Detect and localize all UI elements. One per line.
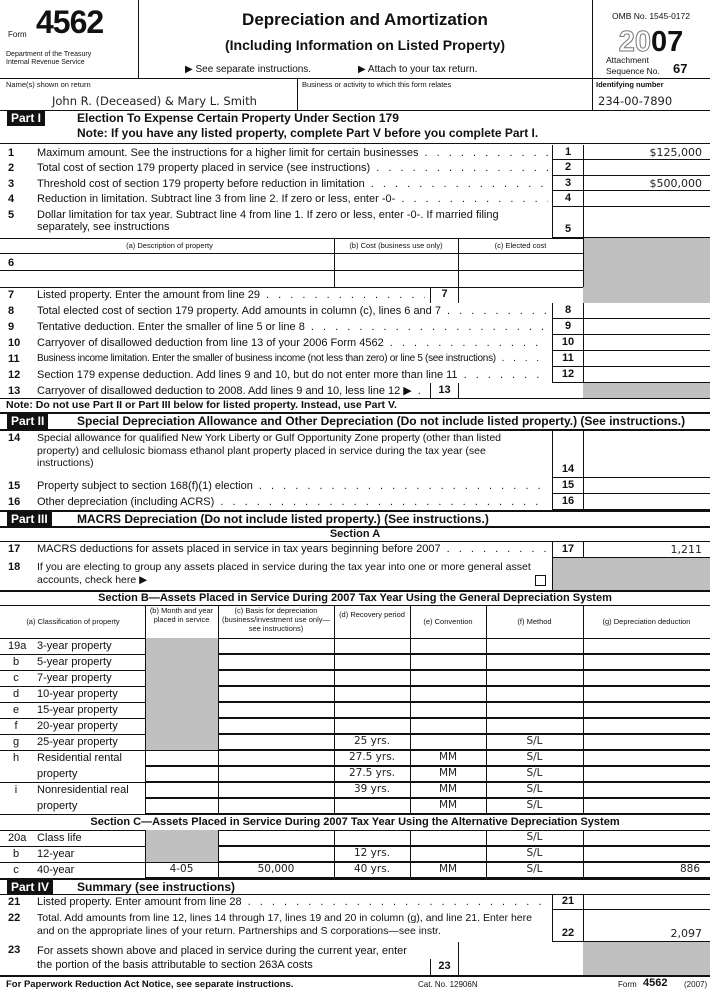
id-label: Identifying number [596,80,664,89]
omb-number: OMB No. 1545-0172 [612,11,690,21]
attach-note: ▶ Attach to your tax return. [358,64,478,75]
line-5-amount-field[interactable] [583,207,710,238]
section-b-method-field[interactable] [486,702,583,718]
shaded-area [583,942,710,975]
section-b-basis-field[interactable] [218,670,334,686]
section-c-basis-field[interactable]: 50,000 [218,862,334,878]
section-b-row-label: 5-year property [37,656,112,668]
section-c-row-label: 12-year [37,848,75,860]
line-8-amount-field[interactable] [583,303,710,319]
line-7-number: 7 [8,289,15,301]
section-b-row-label: 25-year property [37,736,118,748]
line-13-amount-field[interactable] [458,383,583,398]
section-b-row-number: h [12,752,20,764]
section-c-convention-field[interactable] [410,846,486,862]
section-c-row-number: c [13,864,19,876]
section-b-method-field[interactable]: S/L [486,798,583,814]
line-5-box-label: 5 [552,222,583,238]
line-4-box-label: 4 [552,191,583,207]
line-6-number: 6 [8,257,15,269]
line-17-text: MACRS deductions for assets placed in service in tax years beginning before 2007 . . . [37,543,548,555]
section-b-deduction-field[interactable] [583,750,710,766]
line-6-col-a-header: (a) Description of property [126,241,213,250]
line-22-text: Total. Add amounts from line 12, lines 14 through 17, lines 19 and 20 in column (g), and line 21. Enter here and on the appropriate lines of your return. Partnerships and S corporations—see instr. [37,912,532,937]
section-c-basis-field[interactable] [218,830,334,846]
shaded-area [146,718,218,734]
line-3-box-label: 3 [552,176,583,191]
line-14-amount-field[interactable] [583,430,710,478]
form-subtitle: (Including Information on Listed Property) [225,37,505,53]
section-c-basis-field[interactable] [218,846,334,862]
divider [0,143,710,144]
line-22-number: 22 [8,912,21,924]
line-14-box-label: 14 [552,462,583,478]
shaded-area [146,734,218,750]
paperwork-notice: For Paperwork Reduction Act Notice, see separate instructions. [6,979,294,990]
line-3-number: 3 [8,178,15,190]
line-13-number: 13 [8,385,21,397]
section-b-convention-field[interactable] [410,638,486,654]
line-23-box-label: 23 [430,959,458,975]
shaded-area [146,702,218,718]
line-1-number: 1 [8,147,15,159]
line-2-text: Total cost of section 179 property placed in service (see instructions) . . . [37,162,548,174]
line-15-number: 15 [8,480,21,492]
dept-treasury: Department of the Treasury [6,51,92,58]
line-23-amount-field[interactable] [458,959,583,975]
year-bold: 07 [651,26,684,58]
section-b-basis-field[interactable] [218,638,334,654]
section-c-recovery-period-field[interactable]: 40 yrs. [334,862,410,878]
line-9-box-label: 9 [552,319,583,335]
section-b-deduction-field[interactable] [583,670,710,686]
section-b-method-field[interactable]: S/L [486,750,583,766]
section-c-title: Section C—Assets Placed in Service During 2007 Tax Year Using the Alternative Depreciation System [90,816,620,828]
line-3-amount-field[interactable]: $500,000 [583,176,710,191]
section-b-deduction-field[interactable] [583,654,710,670]
section-b-row-number: e [12,704,20,716]
divider [0,78,710,79]
line-1-box-label: 1 [552,145,583,160]
shaded-area [146,830,218,846]
line-11-text: Business income limitation. Enter the smaller of business income (not less than zero) or line 5 (see instructions) . . . [37,353,548,365]
section-b-method-field[interactable] [486,654,583,670]
sequence-label: Sequence No. [606,66,660,76]
business-label: Business or activity to which this form relates [302,80,452,89]
section-b-convention-field[interactable]: MM [410,766,486,782]
section-b-month-year-field[interactable] [145,798,218,814]
line-6-cost-field[interactable] [336,271,456,286]
section-b-basis-field[interactable] [218,702,334,718]
section-b-row-label: 3-year property [37,640,112,652]
line-16-box-label: 16 [552,494,583,510]
section-b-convention-field[interactable] [410,686,486,702]
line-12-amount-field[interactable] [583,367,710,383]
line-9-number: 9 [8,321,15,333]
shaded-area [146,670,218,686]
section-b-method-field[interactable] [486,638,583,654]
section-c-recovery-period-field[interactable]: 12 yrs. [334,846,410,862]
section-b-row-label: property [37,800,78,812]
section-b-basis-field[interactable] [218,782,334,798]
line-18-text: If you are electing to group any assets placed in service during the tax year into one or more general asset accounts, check here ▶ [37,561,531,586]
line-16-amount-field[interactable] [583,494,710,510]
section-a-title: Section A [329,528,381,540]
line-5-text: Dollar limitation for tax year. Subtract line 4 from line 1. If zero or less, enter -0-. If married filing separately, see instructions [37,209,499,233]
line-5-box-spacer [552,207,583,222]
section-b-row-label: Residential rental [37,752,122,764]
catalog-number: Cat. No. 12906N [418,980,478,989]
section-b-method-field[interactable] [486,686,583,702]
line-6-col-b-header: (b) Cost (business use only) [349,241,443,250]
column-header-recovery-period: (d) Recovery period [339,610,405,619]
section-b-basis-field[interactable] [218,766,334,782]
section-b-row-number: i [14,784,18,796]
section-b-month-year-field[interactable] [145,782,218,798]
line-22-box-label: 22 [552,926,583,942]
general-asset-checkbox[interactable] [535,575,546,586]
column-header-basis: (c) Basis for depreciation (business/investment use only—see instructions) [222,606,330,633]
names-label: Name(s) shown on return [6,80,91,89]
line-8-text: Total elected cost of section 179 property. Add amounts in column (c), lines 6 and 7 . . . [37,305,548,317]
shaded-area [583,383,710,398]
year-outline: 20 [618,26,651,58]
footer-year: (2007) [684,980,708,989]
section-b-recovery-period-field[interactable] [334,654,410,670]
section-b-basis-field[interactable] [218,750,334,766]
form-number: 4562 [36,4,104,40]
line-11-number: 11 [8,353,20,365]
line-6-description-field[interactable] [30,271,332,286]
line-1-text: Maximum amount. See the instructions for a higher limit for certain businesses . . . [37,147,548,159]
section-c-deduction-field[interactable] [583,830,710,846]
column-header-classification: (a) Classification of property [26,617,120,626]
section-c-method-field[interactable]: S/L [486,830,583,846]
part-2-title: Special Depreciation Allowance and Other Depreciation (Do not include listed property.) (See instructions.) [77,414,686,428]
part-4-label: Part IV [7,880,53,895]
part-4-title: Summary (see instructions) [77,880,236,894]
section-b-method-field[interactable]: S/L [486,734,583,750]
line-6-elected-cost-field[interactable] [460,254,581,269]
line-7-box-label: 7 [430,287,458,303]
line-4-amount-field[interactable] [583,191,710,207]
section-b-method-field[interactable]: S/L [486,766,583,782]
shaded-area [553,558,710,590]
line-14-text: Special allowance for qualified New York Liberty or Gulf Opportunity Zone property (other than listed property) and cellulosic biomass ethanol plant property placed in service during the tax year (see instructions) [37,432,501,469]
line-3-text: Threshold cost of section 179 property before reduction in limitation . . . [37,178,548,190]
section-c-convention-field[interactable]: MM [410,862,486,878]
line-11-box-label: 11 [552,351,583,367]
line-14-box-spacer [552,430,583,462]
section-b-row-number: g [12,736,20,748]
line-17-amount-field[interactable]: 1,211 [583,541,710,558]
line-11-amount-field[interactable] [583,351,710,367]
section-c-month-year-field[interactable]: 4-05 [145,862,218,878]
section-b-convention-field[interactable]: MM [410,782,486,798]
line-8-box-label: 8 [552,303,583,319]
sequence-number: 67 [673,61,688,76]
form-title: Depreciation and Amortization [242,10,488,29]
attachment-label: Attachment [606,55,649,65]
footer-form-number: 4562 [643,977,668,989]
line-6-description-field[interactable] [30,254,332,269]
section-b-recovery-period-field[interactable]: 25 yrs. [334,734,410,750]
section-c-row-label: Class life [37,832,82,844]
line-14-number: 14 [8,432,21,444]
section-b-recovery-period-field[interactable] [334,686,410,702]
section-c-convention-field[interactable] [410,830,486,846]
section-b-convention-field[interactable]: MM [410,798,486,814]
line-2-number: 2 [8,162,15,174]
column-header-deduction: (g) Depreciation deduction [602,617,691,626]
section-b-basis-field[interactable] [218,718,334,734]
column-header-month-year: (b) Month and year placed in service [149,606,214,624]
section-b-convention-field[interactable] [410,654,486,670]
line-21-text: Listed property. Enter amount from line 28 . . . [37,896,548,908]
line-15-text: Property subject to section 168(f)(1) election . . . [37,480,548,492]
shaded-area [146,686,218,702]
divider [0,605,710,606]
section-b-deduction-field[interactable] [583,782,710,798]
line-6-col-c-header: (c) Elected cost [494,241,547,250]
part-3-title: MACRS Depreciation (Do not include listed property.) (See instructions.) [77,512,489,526]
section-b-recovery-period-field[interactable]: 39 yrs. [334,782,410,798]
id-field[interactable]: 234-00-7890 [598,94,673,108]
section-b-deduction-field[interactable] [583,734,710,750]
line-22-box-spacer [552,910,583,926]
section-b-deduction-field[interactable] [583,686,710,702]
see-instructions: ▶ See separate instructions. [185,64,312,75]
section-b-method-field[interactable] [486,670,583,686]
part-1-note: Note: If you have any listed property, complete Part V before you complete Part I. [77,126,539,140]
section-b-basis-field[interactable] [218,654,334,670]
line-10-number: 10 [8,337,21,349]
section-c-recovery-period-field[interactable] [334,830,410,846]
section-b-recovery-period-field[interactable] [334,702,410,718]
line-13-text: Carryover of disallowed deduction to 2008. Add lines 9 and 10, less line 12 ▶ . . . [37,385,425,397]
tax-year [592,26,710,58]
section-c-method-field[interactable]: S/L [486,862,583,878]
line-9-amount-field[interactable] [583,319,710,335]
section-b-deduction-field[interactable] [583,702,710,718]
line-21-box-label: 21 [552,894,583,910]
section-b-basis-field[interactable] [218,798,334,814]
line-21-number: 21 [8,896,21,908]
shaded-area [146,638,218,654]
line-4-number: 4 [8,193,15,205]
section-b-row-label: 10-year property [37,688,118,700]
section-b-recovery-period-field[interactable]: 27.5 yrs. [334,766,410,782]
irs-label: Internal Revenue Service [6,59,85,66]
divider [0,975,710,977]
shaded-area [146,654,218,670]
line-13-box-label: 13 [430,383,458,398]
section-c-row-number: 20a [8,832,27,844]
line-5-number: 5 [8,209,15,221]
column-header-method: (f) Method [517,617,552,626]
section-b-recovery-period-field[interactable]: 27.5 yrs. [334,750,410,766]
section-b-month-year-field[interactable] [145,766,218,782]
section-b-deduction-field[interactable] [583,718,710,734]
line-16-number: 16 [8,496,21,508]
line-12-number: 12 [8,369,21,381]
line-2-amount-field[interactable] [583,160,710,176]
section-b-convention-field[interactable] [410,718,486,734]
part-2-label: Part II [7,414,48,429]
divider [592,78,593,110]
line-23-number: 23 [8,944,21,956]
shaded-area [146,846,218,862]
column-header-convention: (e) Convention [423,617,473,626]
section-b-deduction-field[interactable] [583,766,710,782]
part-1-after-note: Note: Do not use Part II or Part III below for listed property. Instead, use Part V. [6,399,397,411]
line-12-text: Section 179 expense deduction. Add lines 9 and 10, but do not enter more than line 11 . . . [37,369,548,381]
line-22-amount-field[interactable]: 2,097 [583,910,710,942]
section-b-basis-field[interactable] [218,686,334,702]
section-b-basis-field[interactable] [218,734,334,750]
section-b-method-field[interactable]: S/L [486,782,583,798]
section-b-row-label: 7-year property [37,672,112,684]
footer-form-label: Form [618,980,637,989]
section-c-row-number: b [12,848,20,860]
section-b-row-number: b [12,656,20,668]
line-16-text: Other depreciation (including ACRS) . . . [37,496,548,508]
line-6-elected-cost-field[interactable] [460,271,581,286]
line-23-text: For assets shown above and placed in service during the current year, enter the portion of the basis attributable to section 263A costs [37,945,407,971]
line-9-text: Tentative deduction. Enter the smaller of line 5 or line 8 . . . [37,321,548,333]
section-b-convention-field[interactable] [410,702,486,718]
shaded-area [583,287,710,303]
line-15-box-label: 15 [552,478,583,494]
section-c-row-label: 40-year [37,864,75,876]
section-b-recovery-period-field[interactable] [334,670,410,686]
section-b-row-number: d [12,688,20,700]
part-1-label: Part I [7,111,45,126]
line-8-number: 8 [8,305,15,317]
section-b-recovery-period-field[interactable] [334,638,410,654]
line-6-cost-field[interactable] [336,254,456,269]
line-7-amount-field[interactable] [458,287,583,303]
section-b-row-label: 15-year property [37,704,118,716]
line-4-text: Reduction in limitation. Subtract line 3 from line 2. If zero or less, enter -0- . . . [37,193,548,205]
part-1-title: Election To Expense Certain Property Under Section 179 [77,111,399,125]
line-12-box-label: 12 [552,367,583,383]
business-field[interactable] [302,94,590,109]
names-field[interactable]: John R. (Deceased) & Mary L. Smith [52,94,257,108]
divider [458,942,459,975]
form-label: Form [8,30,27,39]
section-b-deduction-field[interactable] [583,798,710,814]
line-10-amount-field[interactable] [583,335,710,351]
section-c-deduction-field[interactable]: 886 [583,862,710,878]
section-b-row-number: f [14,720,18,732]
section-b-row-number: 19a [8,640,27,652]
line-17-number: 17 [8,543,21,555]
section-c-deduction-field[interactable] [583,846,710,862]
section-b-recovery-period-field[interactable] [334,798,410,814]
section-b-row-label: property [37,768,78,780]
section-b-month-year-field[interactable] [145,750,218,766]
section-b-recovery-period-field[interactable] [334,718,410,734]
section-b-convention-field[interactable] [410,734,486,750]
line-1-amount-field[interactable]: $125,000 [583,145,710,160]
line-18-number: 18 [8,561,21,573]
section-b-title: Section B—Assets Placed in Service During 2007 Tax Year Using the General Depreciation System [98,592,612,604]
line-15-amount-field[interactable] [583,478,710,494]
line-10-box-label: 10 [552,335,583,351]
part-3-label: Part III [7,512,52,527]
divider [297,78,298,110]
line-10-text: Carryover of disallowed deduction from line 13 of your 2006 Form 4562 . . . [37,337,548,349]
section-b-deduction-field[interactable] [583,638,710,654]
section-b-row-label: Nonresidential real [37,784,129,796]
section-b-method-field[interactable] [486,718,583,734]
section-b-row-label: 20-year property [37,720,118,732]
section-b-convention-field[interactable]: MM [410,750,486,766]
line-21-amount-field[interactable] [583,894,710,910]
section-b-row-number: c [13,672,19,684]
section-b-convention-field[interactable] [410,670,486,686]
section-c-method-field[interactable]: S/L [486,846,583,862]
line-17-box-label: 17 [552,542,583,558]
line-2-box-label: 2 [552,160,583,176]
line-7-text: Listed property. Enter the amount from line 29 . . . [37,289,425,301]
